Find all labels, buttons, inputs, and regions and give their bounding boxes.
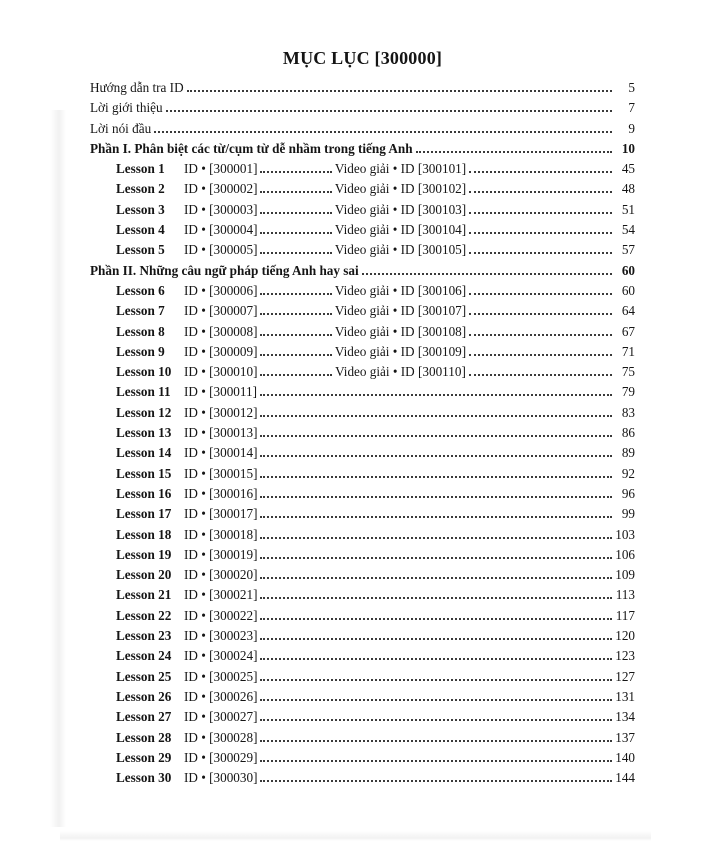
lesson-label: Lesson 9	[116, 343, 165, 359]
lesson-video-id: Video giải • ID [300105]	[334, 242, 467, 258]
toc-lesson-row	[90, 626, 635, 646]
lesson-id: ID • [300028]	[184, 729, 258, 745]
lesson-label: Lesson 30	[116, 770, 172, 786]
lesson-id: ID • [300015]	[184, 465, 258, 481]
lesson-label: Lesson 25	[116, 668, 172, 684]
page-number: 83	[621, 404, 635, 420]
scan-shadow-bottom	[60, 831, 651, 841]
dot-leader	[469, 334, 612, 336]
lesson-video-id: Video giải • ID [300101]	[334, 161, 467, 177]
dot-leader	[469, 191, 612, 193]
toc-lesson-row	[90, 504, 635, 524]
dot-leader	[260, 679, 612, 681]
lesson-id: ID • [300027]	[184, 709, 258, 725]
lesson-id: ID • [300021]	[184, 587, 258, 603]
page-number: 7	[628, 100, 635, 116]
lesson-video-id: Video giải • ID [300107]	[334, 303, 467, 319]
dot-leader	[260, 232, 331, 234]
dot-leader	[260, 618, 612, 620]
page-number: 120	[615, 628, 635, 644]
dot-leader	[260, 638, 612, 640]
lesson-label: Lesson 7	[116, 303, 165, 319]
toc-lesson-row	[90, 301, 635, 321]
toc-lesson-row	[90, 687, 635, 707]
dot-leader	[260, 435, 612, 437]
page-number: 92	[621, 465, 635, 481]
lesson-id: ID • [300007]	[184, 303, 258, 319]
lesson-id: ID • [300023]	[184, 628, 258, 644]
page-number: 48	[621, 181, 635, 197]
lesson-id: ID • [300004]	[184, 222, 258, 238]
page-number: 9	[628, 120, 635, 136]
dot-leader	[260, 313, 331, 315]
lesson-label: Lesson 20	[116, 567, 172, 583]
page-number: 106	[615, 546, 635, 562]
page-number: 64	[621, 303, 635, 319]
lesson-id: ID • [300008]	[184, 323, 258, 339]
toc-lesson-row	[90, 646, 635, 666]
lesson-label: Lesson 21	[116, 587, 172, 603]
page-number: 10	[621, 140, 635, 156]
page-number: 113	[615, 587, 635, 603]
dot-leader	[260, 597, 612, 599]
lesson-id: ID • [300022]	[184, 607, 258, 623]
toc-front-row	[90, 119, 635, 139]
toc-lesson-row	[90, 565, 635, 585]
lesson-video-id: Video giải • ID [300104]	[334, 222, 467, 238]
lesson-id: ID • [300030]	[184, 770, 258, 786]
lesson-video-id: Video giải • ID [300102]	[334, 181, 467, 197]
lesson-label: Lesson 23	[116, 628, 172, 644]
scan-shadow-left	[50, 110, 66, 827]
page-number: 131	[615, 688, 635, 704]
lesson-label: Lesson 18	[116, 526, 172, 542]
lesson-id: ID • [300025]	[184, 668, 258, 684]
lesson-id: ID • [300009]	[184, 343, 258, 359]
lesson-label: Lesson 6	[116, 282, 165, 298]
lesson-label: Lesson 16	[116, 485, 172, 501]
page-number: 60	[621, 282, 635, 298]
toc-lesson-row	[90, 382, 635, 402]
lesson-id: ID • [300013]	[184, 425, 258, 441]
toc-title-id: [300000]	[374, 48, 443, 68]
page-number: 89	[621, 445, 635, 461]
toc-lesson-row	[90, 342, 635, 362]
lesson-label: Lesson 3	[116, 201, 165, 217]
lesson-label: Lesson 12	[116, 404, 172, 420]
page-number: 127	[615, 668, 635, 684]
dot-leader	[469, 171, 612, 173]
dot-leader	[260, 191, 331, 193]
lesson-id: ID • [300010]	[184, 364, 258, 380]
lesson-id: ID • [300018]	[184, 526, 258, 542]
page-number: 57	[621, 242, 635, 258]
lesson-id: ID • [300011]	[184, 384, 257, 400]
lesson-label: Lesson 19	[116, 546, 172, 562]
lesson-video-id: Video giải • ID [300106]	[334, 282, 467, 298]
toc-lesson-row	[90, 443, 635, 463]
entry-label: Lời giới thiệu	[90, 100, 163, 116]
toc-lesson-row	[90, 728, 635, 748]
toc-lesson-row	[90, 322, 635, 342]
lesson-id: ID • [300002]	[184, 181, 258, 197]
dot-leader	[166, 110, 612, 112]
lesson-id: ID • [300005]	[184, 242, 258, 258]
toc-lesson-row	[90, 748, 635, 768]
dot-leader	[260, 760, 612, 762]
toc-lesson-row	[90, 362, 635, 382]
toc-lesson-row	[90, 220, 635, 240]
toc-lesson-row	[90, 606, 635, 626]
toc-lesson-row	[90, 403, 635, 423]
lesson-label: Lesson 26	[116, 688, 172, 704]
page-number: 123	[615, 648, 635, 664]
dot-leader	[187, 90, 612, 92]
page-number: 45	[621, 161, 635, 177]
lesson-id: ID • [300014]	[184, 445, 258, 461]
dot-leader	[260, 537, 612, 539]
toc-content	[90, 48, 635, 788]
page-number: 109	[615, 567, 635, 583]
lesson-id: ID • [300001]	[184, 161, 258, 177]
dot-leader	[260, 557, 612, 559]
lesson-label: Lesson 11	[116, 384, 171, 400]
lesson-id: ID • [300006]	[184, 282, 258, 298]
lesson-id: ID • [300024]	[184, 648, 258, 664]
entry-label: Lời nói đầu	[90, 120, 152, 136]
dot-leader	[469, 313, 612, 315]
toc-lesson-row	[90, 707, 635, 727]
dot-leader	[469, 252, 612, 254]
lesson-id: ID • [300017]	[184, 506, 258, 522]
dot-leader	[260, 394, 612, 396]
toc-lesson-row	[90, 585, 635, 605]
toc-section-row	[90, 261, 635, 281]
lesson-id: ID • [300012]	[184, 404, 258, 420]
dot-leader	[260, 780, 612, 782]
lesson-label: Lesson 15	[116, 465, 172, 481]
page-number: 67	[621, 323, 635, 339]
page-number: 51	[621, 201, 635, 217]
toc-lesson-row	[90, 525, 635, 545]
dot-leader	[154, 131, 612, 133]
dot-leader	[469, 293, 612, 295]
page-number: 144	[615, 770, 635, 786]
dot-leader	[260, 740, 612, 742]
toc-lesson-row	[90, 484, 635, 504]
toc-title-text: MỤC LỤC	[282, 48, 370, 68]
toc-lesson-row	[90, 423, 635, 443]
toc-lesson-row	[90, 768, 635, 788]
lesson-label: Lesson 24	[116, 648, 172, 664]
dot-leader	[260, 658, 612, 660]
lesson-label: Lesson 10	[116, 364, 172, 380]
toc-lesson-row	[90, 545, 635, 565]
page-number: 60	[621, 262, 635, 278]
page-number: 75	[621, 364, 635, 380]
lesson-id: ID • [300019]	[184, 546, 258, 562]
dot-leader	[260, 496, 612, 498]
dot-leader	[260, 212, 331, 214]
dot-leader	[260, 455, 612, 457]
toc-front-row	[90, 78, 635, 98]
lesson-label: Lesson 27	[116, 709, 172, 725]
lesson-label: Lesson 1	[116, 161, 165, 177]
dot-leader	[260, 415, 612, 417]
page-number: 86	[621, 425, 635, 441]
toc-lesson-row	[90, 281, 635, 301]
page-number: 134	[615, 709, 635, 725]
dot-leader	[260, 171, 331, 173]
page-number: 117	[615, 607, 635, 623]
lesson-id: ID • [300003]	[184, 201, 258, 217]
lesson-video-id: Video giải • ID [300109]	[334, 343, 467, 359]
dot-leader	[260, 354, 331, 356]
dot-leader	[260, 374, 332, 376]
dot-leader	[260, 699, 612, 701]
page-number: 99	[621, 506, 635, 522]
lesson-label: Lesson 13	[116, 425, 172, 441]
toc-lesson-row	[90, 667, 635, 687]
lesson-label: Lesson 14	[116, 445, 172, 461]
dot-leader	[469, 212, 612, 214]
toc-lesson-row	[90, 200, 635, 220]
lesson-label: Lesson 2	[116, 181, 165, 197]
lesson-label: Lesson 8	[116, 323, 165, 339]
entry-label: Phần I. Phân biệt các từ/cụm từ dễ nhầm trong tiếng Anh	[90, 140, 413, 156]
dot-leader	[260, 252, 331, 254]
toc-front-row	[90, 98, 635, 118]
toc-section-row	[90, 139, 635, 159]
toc-lesson-row	[90, 159, 635, 179]
lesson-id: ID • [300016]	[184, 485, 258, 501]
toc-lesson-row	[90, 179, 635, 199]
page-number: 79	[621, 384, 635, 400]
dot-leader	[469, 374, 612, 376]
entry-label: Phần II. Những câu ngữ pháp tiếng Anh hay sai	[90, 262, 359, 278]
lesson-id: ID • [300029]	[184, 749, 258, 765]
dot-leader	[260, 516, 612, 518]
lesson-label: Lesson 17	[116, 506, 172, 522]
entry-label: Hướng dẫn tra ID	[90, 80, 184, 95]
page-number: 71	[621, 343, 635, 359]
page-number: 103	[615, 526, 635, 542]
lesson-label: Lesson 4	[116, 222, 165, 238]
page-number: 96	[621, 485, 635, 501]
dot-leader	[469, 232, 612, 234]
lesson-video-id: Video giải • ID [300103]	[334, 201, 467, 217]
lesson-label: Lesson 5	[116, 242, 165, 258]
dot-leader	[469, 354, 612, 356]
dot-leader	[362, 273, 612, 275]
lesson-label: Lesson 29	[116, 749, 172, 765]
page-number: 140	[615, 749, 635, 765]
toc-lesson-row	[90, 240, 635, 260]
lesson-label: Lesson 22	[116, 607, 172, 623]
page-number: 5	[628, 80, 635, 95]
dot-leader	[260, 293, 331, 295]
lesson-video-id: Video giải • ID [300108]	[334, 323, 467, 339]
dot-leader	[260, 577, 612, 579]
dot-leader	[416, 151, 612, 153]
lesson-video-id: Video giải • ID [300110]	[335, 364, 466, 380]
page-number: 137	[615, 729, 635, 745]
lesson-id: ID • [300020]	[184, 567, 258, 583]
page-title	[90, 48, 635, 69]
lesson-id: ID • [300026]	[184, 688, 258, 704]
dot-leader	[260, 719, 612, 721]
page-number: 54	[621, 222, 635, 238]
dot-leader	[260, 334, 331, 336]
dot-leader	[260, 476, 612, 478]
toc-lesson-row	[90, 464, 635, 484]
toc-list	[90, 78, 635, 788]
lesson-label: Lesson 28	[116, 729, 172, 745]
